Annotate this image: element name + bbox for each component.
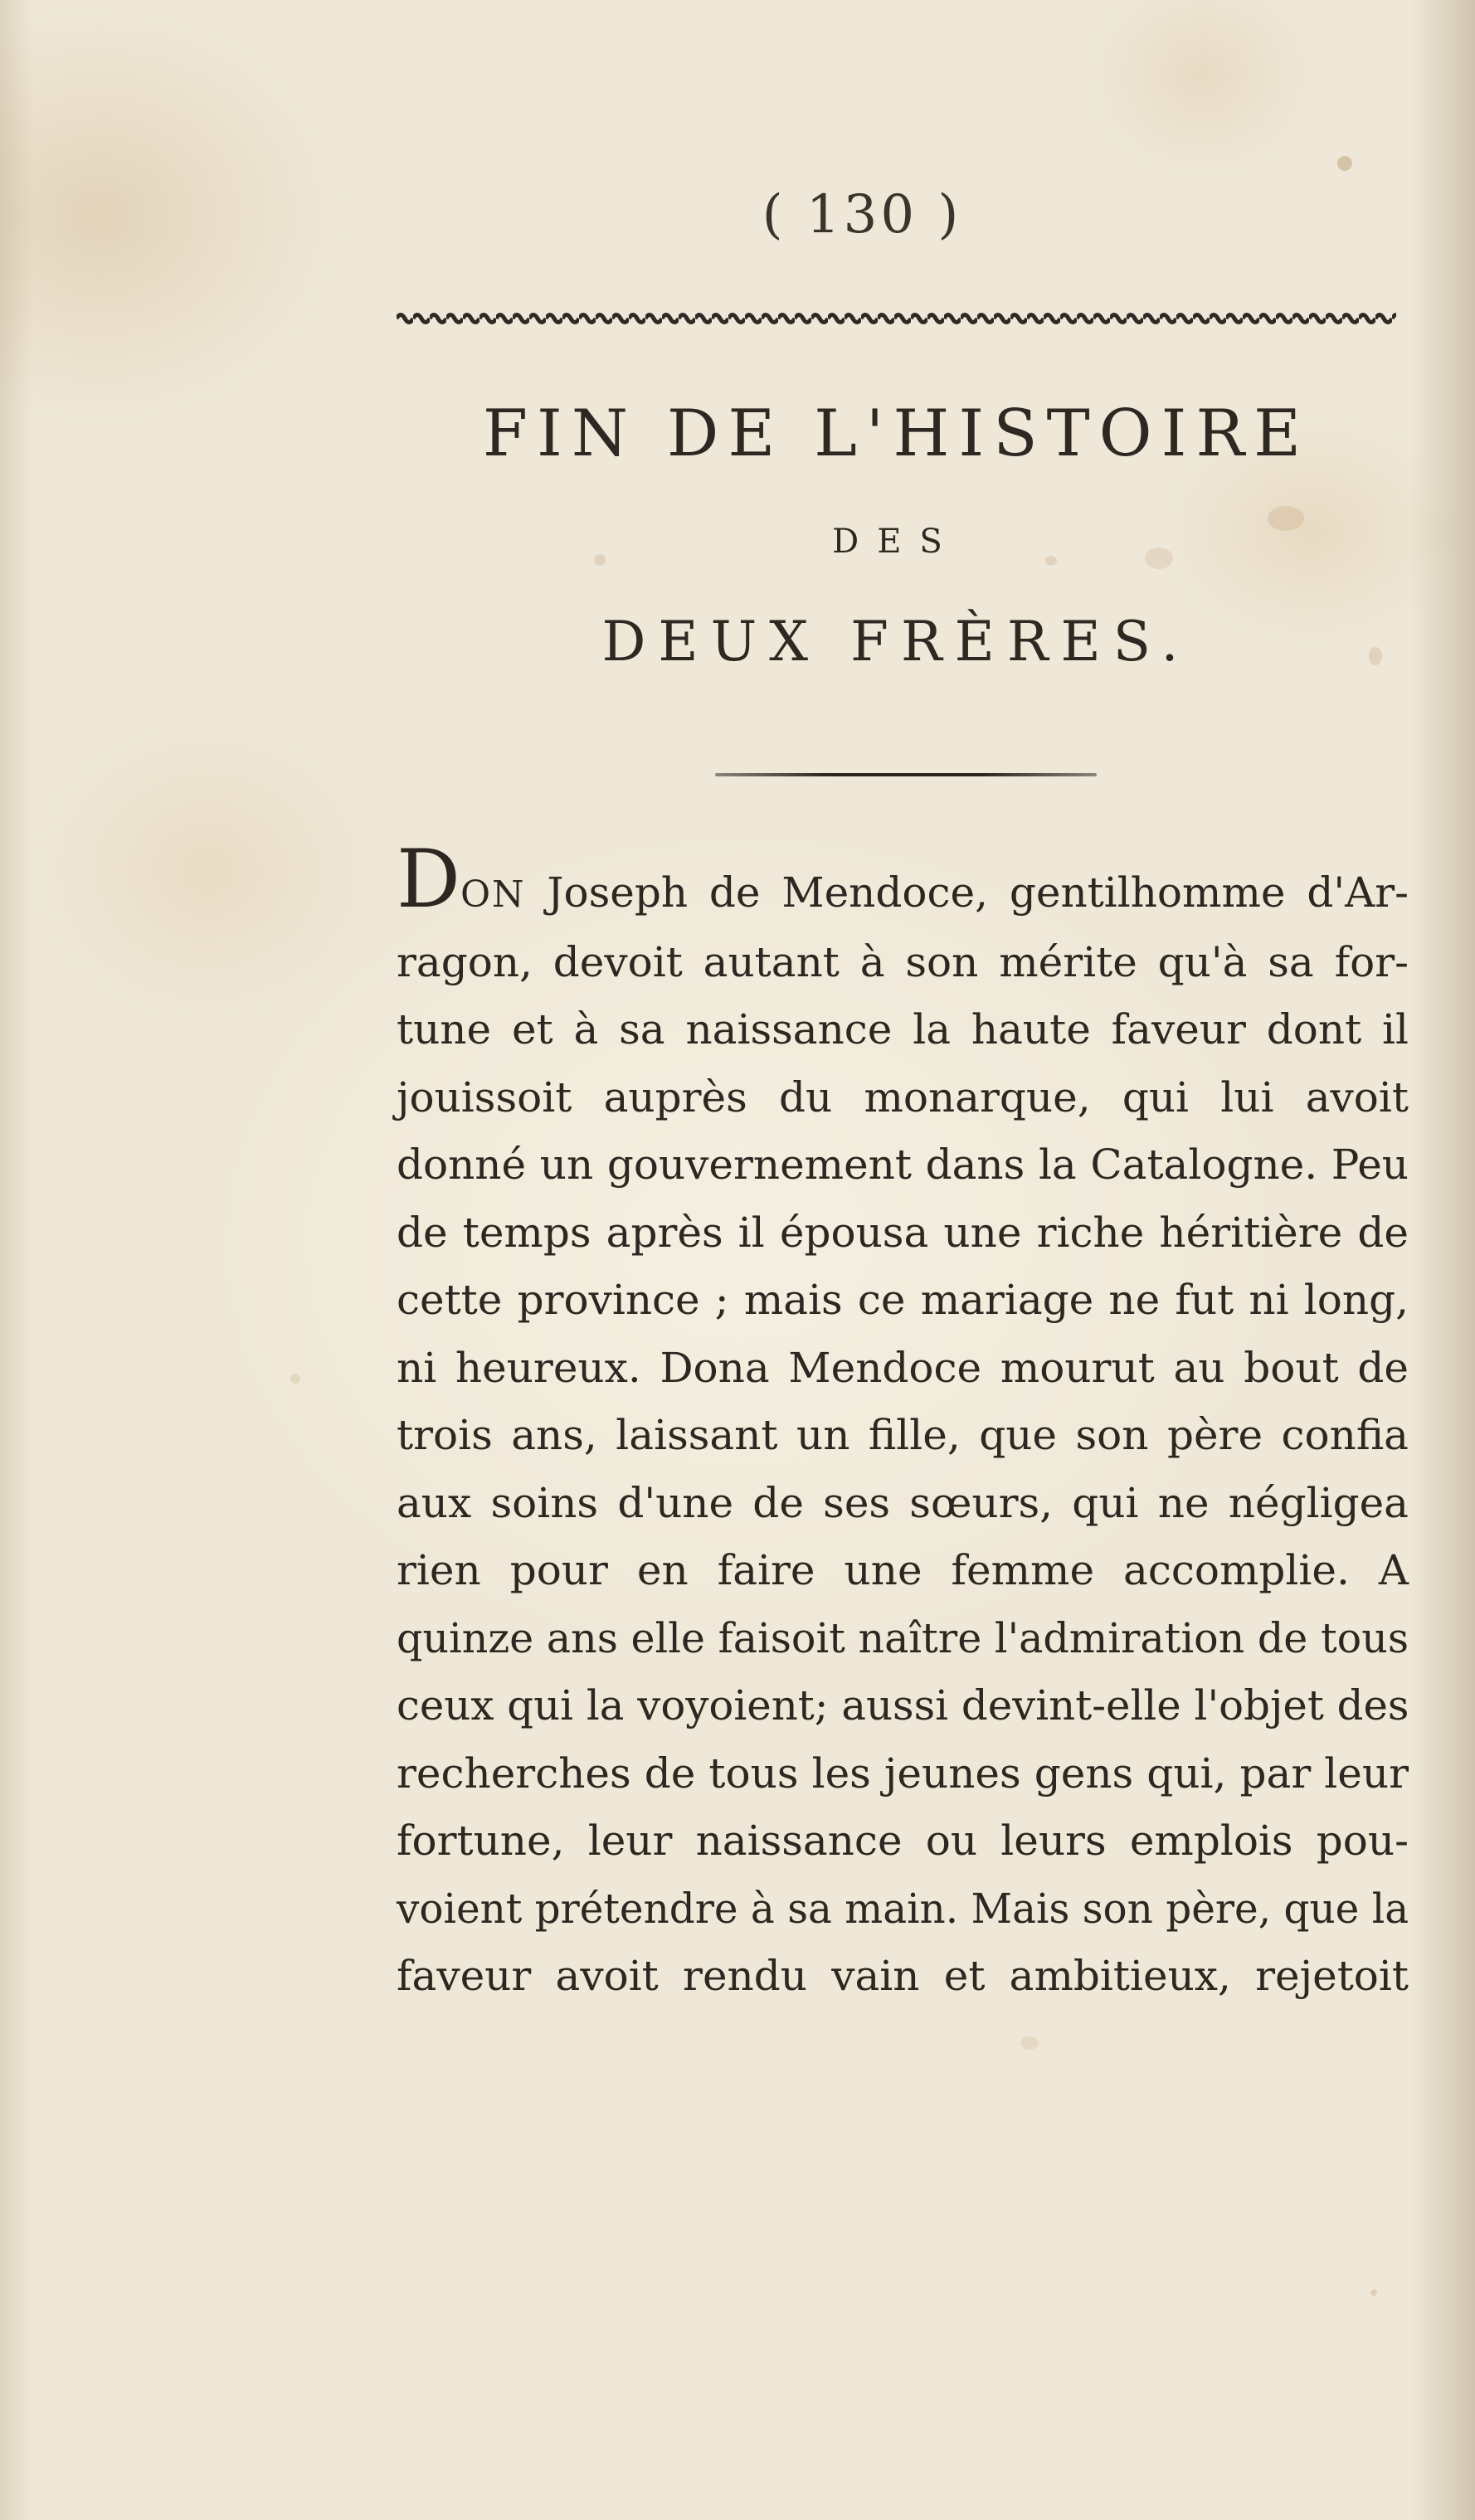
text-line-content: Joseph de Mendoce, gentilhomme d'Ar- <box>525 868 1409 917</box>
text-line: ragon, devoit autant à son mérite qu'à sa for- <box>397 937 1409 986</box>
foxing-spot <box>1337 156 1352 171</box>
text-line: donné un gouvernement dans la Catalogne. Peu <box>397 1141 1409 1189</box>
text-line: faveur avoit rendu vain et ambitieux, rejetoit <box>397 1952 1409 2000</box>
text-line: cette province ; mais ce mariage ne fut ni long, <box>397 1276 1409 1324</box>
page-number: ( 130 ) <box>762 184 962 246</box>
body-paragraph <box>397 833 1409 2011</box>
foxing-spot <box>290 1374 300 1384</box>
text-line: trois ans, laissant un fille, que son père confia <box>397 1411 1409 1459</box>
text-line: jouissoit auprès du monarque, qui lui avoit <box>397 1073 1409 1121</box>
foxing-spot <box>1370 2289 1377 2296</box>
ornamental-rule <box>397 309 1396 328</box>
title-divider <box>715 773 1097 776</box>
text-line: ceux qui la voyoient; aussi devint-elle l'objet des <box>397 1681 1409 1729</box>
text-line: fortune, leur naissance ou leurs emplois pou- <box>397 1817 1409 1865</box>
chapter-title: FIN DE L'HISTOIRE <box>482 396 1311 471</box>
text-line: voient prétendre à sa main. Mais son père, que la <box>397 1884 1409 1933</box>
text-line: aux soins d'une de ses sœurs, qui ne négligea <box>397 1478 1409 1527</box>
drop-cap: D <box>397 833 460 926</box>
text-line: quinze ans elle faisoit naître l'admiration de tous <box>397 1613 1409 1662</box>
foxing-spot <box>1020 2036 1039 2050</box>
first-word-rest: ON <box>460 873 526 916</box>
text-line <box>397 833 1409 929</box>
text-line: rien pour en faire une femme accomplie. A <box>397 1546 1409 1594</box>
chapter-title-connector: DES <box>832 523 961 561</box>
text-line: ni heureux. Dona Mendoce mourut au bout de <box>397 1343 1409 1392</box>
text-line: de temps après il épousa une riche héritière de <box>397 1208 1409 1257</box>
text-line: tune et à sa naissance la haute faveur dont il <box>397 1005 1409 1053</box>
chapter-subtitle: DEUX FRÈRES. <box>601 610 1191 674</box>
text-line: recherches de tous les jeunes gens qui, par leur <box>397 1749 1409 1798</box>
